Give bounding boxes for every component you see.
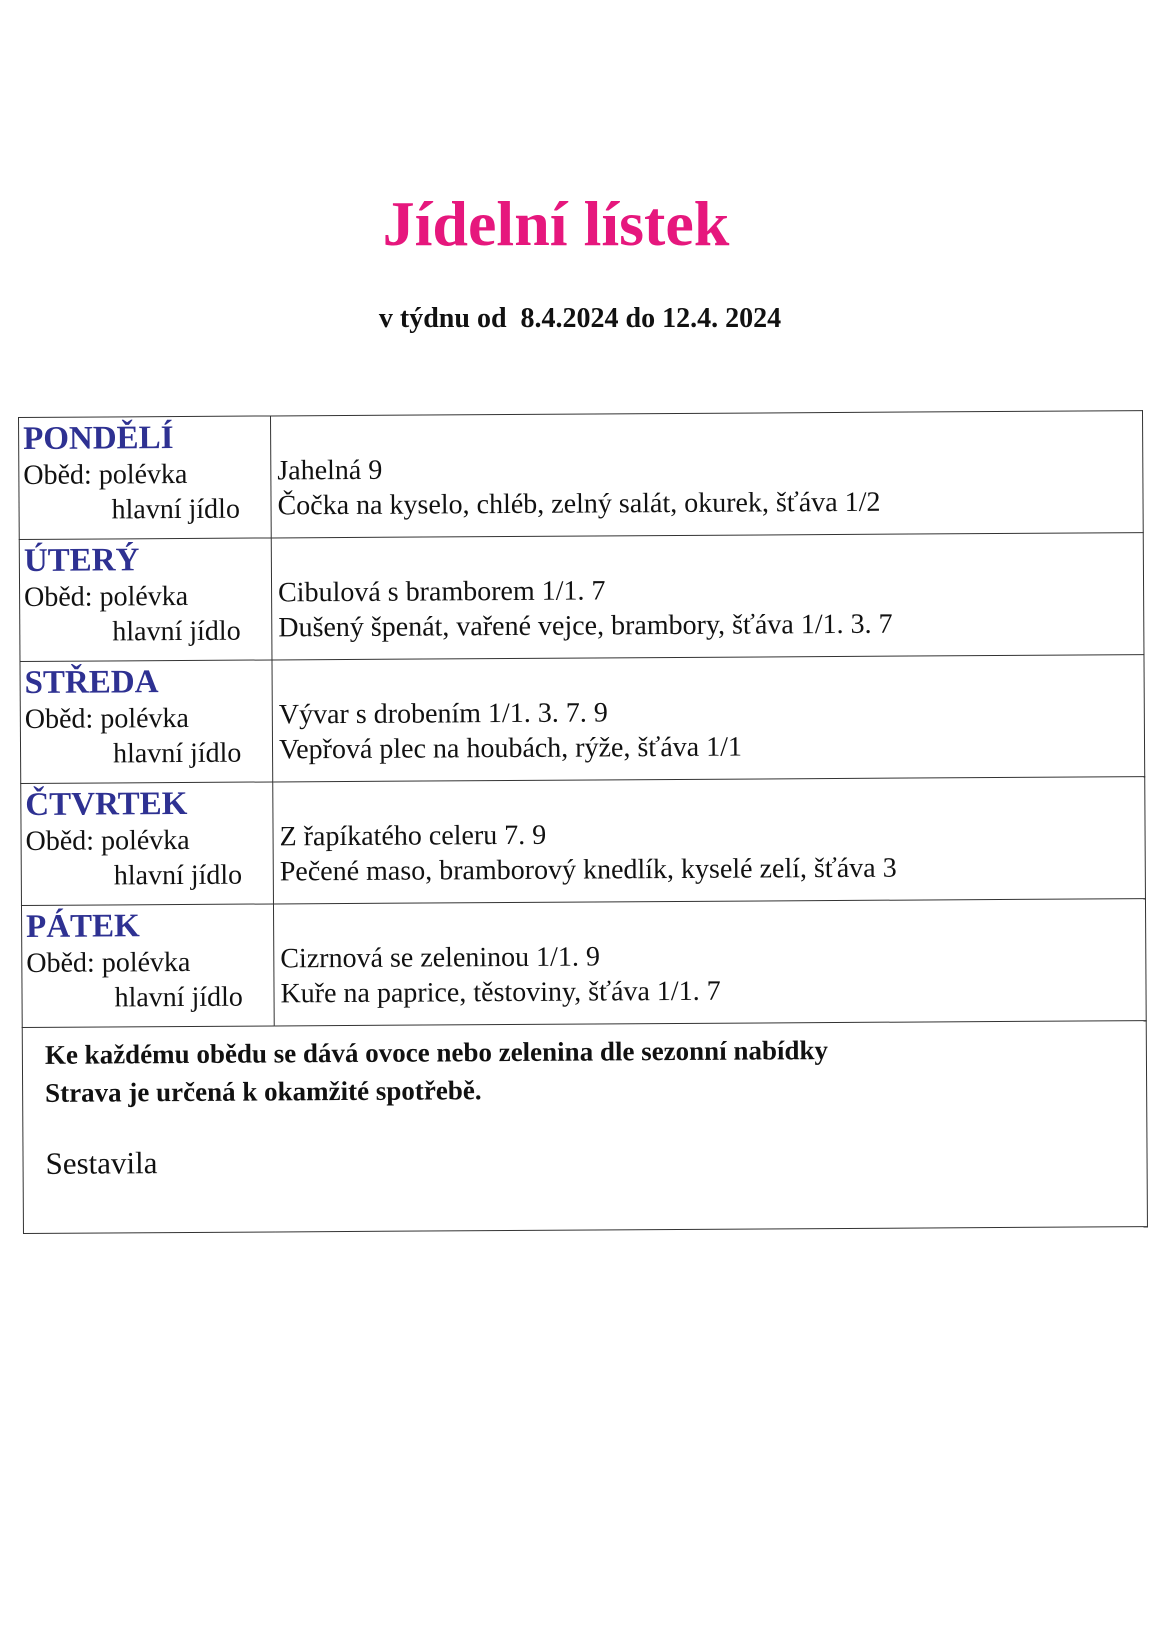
consumption-note: Strava je určená k okamžité spotřebě. [45, 1075, 482, 1108]
footer-row [22, 1021, 1147, 1234]
main-dish: Kuře na paprice, těstoviny, šťáva 1/1. 7 [280, 975, 721, 1010]
day-name: ČTVRTEK [25, 785, 188, 823]
soup-label: Oběd: polévka [23, 458, 188, 491]
day-cell [21, 904, 274, 1028]
main-label: hlavní jídlo [111, 493, 240, 526]
day-cell [19, 416, 272, 540]
day-cell [19, 538, 272, 662]
day-name: PÁTEK [26, 908, 140, 945]
day-row-thursday [21, 777, 1146, 906]
signature-label: Sestavila [45, 1145, 158, 1181]
soup-dish: Cibulová s bramborem 1/1. 7 [277, 575, 606, 609]
day-name: PONDĚLÍ [23, 420, 174, 457]
soup-label: Oběd: polévka [24, 580, 189, 613]
day-cell [20, 660, 273, 784]
footer-cell [22, 1021, 1147, 1234]
main-dish: Pečené maso, bramborový knedlík, kyselé zelí, šťáva 3 [279, 852, 897, 888]
main-label: hlavní jídlo [112, 615, 241, 648]
soup-dish: Cizrnová se zeleninou 1/1. 9 [280, 941, 600, 975]
soup-dish: Z řapíkatého celeru 7. 9 [279, 819, 547, 853]
page-title: Jídelní lístek [382, 188, 730, 259]
soup-label: Oběd: polévka [26, 946, 191, 979]
seasonal-note: Ke každému obědu se dává ovoce nebo zelenina dle sezonní nabídky [44, 1035, 829, 1070]
day-row-monday [19, 411, 1144, 540]
dish-cell [271, 533, 1144, 660]
dish-cell [270, 411, 1143, 538]
main-label: hlavní jídlo [112, 737, 242, 770]
soup-dish: Vývar s drobením 1/1. 3. 7. 9 [278, 697, 608, 731]
day-row-tuesday [19, 533, 1144, 662]
menu-table [18, 410, 1148, 1234]
dish-cell [272, 655, 1145, 782]
soup-label: Oběd: polévka [24, 702, 190, 735]
day-name: STŘEDA [24, 664, 159, 701]
soup-label: Oběd: polévka [25, 824, 190, 857]
day-name: ÚTERÝ [23, 542, 140, 579]
main-label: hlavní jídlo [114, 981, 243, 1014]
main-dish: Čočka na kyselo, chléb, zelný salát, okurek, šťáva 1/2 [277, 486, 881, 522]
main-dish: Dušený špenát, vařené vejce, brambory, šťáva 1/1. 3. 7 [278, 608, 893, 644]
soup-dish: Jahelná 9 [277, 454, 383, 487]
day-cell [21, 782, 274, 906]
day-row-friday [21, 899, 1146, 1028]
day-row-wednesday [20, 655, 1145, 784]
dish-cell [273, 899, 1146, 1026]
week-range: v týdnu od 8.4.2024 do 12.4. 2024 [378, 303, 782, 334]
main-label: hlavní jídlo [113, 859, 243, 892]
dish-cell [273, 777, 1146, 904]
main-dish: Vepřová plec na houbách, rýže, šťáva 1/1 [278, 731, 743, 766]
